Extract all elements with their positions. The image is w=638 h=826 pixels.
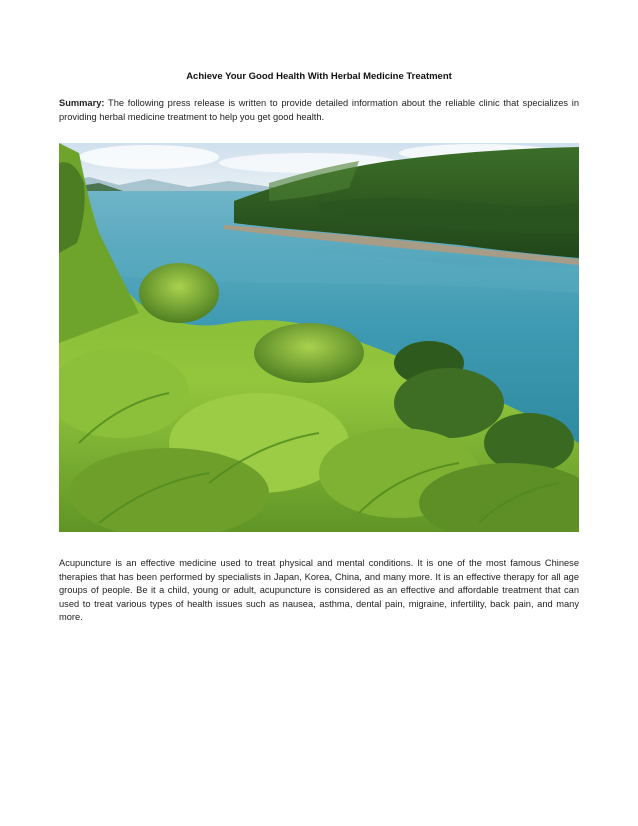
document-title: Achieve Your Good Health With Herbal Medicine Treatment xyxy=(186,71,452,82)
summary-label: Summary: xyxy=(59,98,105,108)
body-paragraph: Acupuncture is an effective medicine used to treat physical and mental conditions. It is one of the most famous Chinese therapies that has been performed by specialists in Japan, Korea, China, and many more. It is an effective therapy for all age groups of people. Be it a child, young or adult, acupuncture is considered as an effective and affordable treatment that can used to treat various types of health issues such as nausea, asthma, dental pain, migraine, infertility, back pain, and many more. xyxy=(59,558,579,623)
summary-paragraph xyxy=(59,96,579,124)
landscape-photo xyxy=(59,143,579,532)
summary-text: The following press release is written to provide detailed information about the reliable clinic that specializes in providing herbal medicine treatment to help you get good health. xyxy=(59,98,579,122)
landscape-illustration xyxy=(59,143,579,532)
